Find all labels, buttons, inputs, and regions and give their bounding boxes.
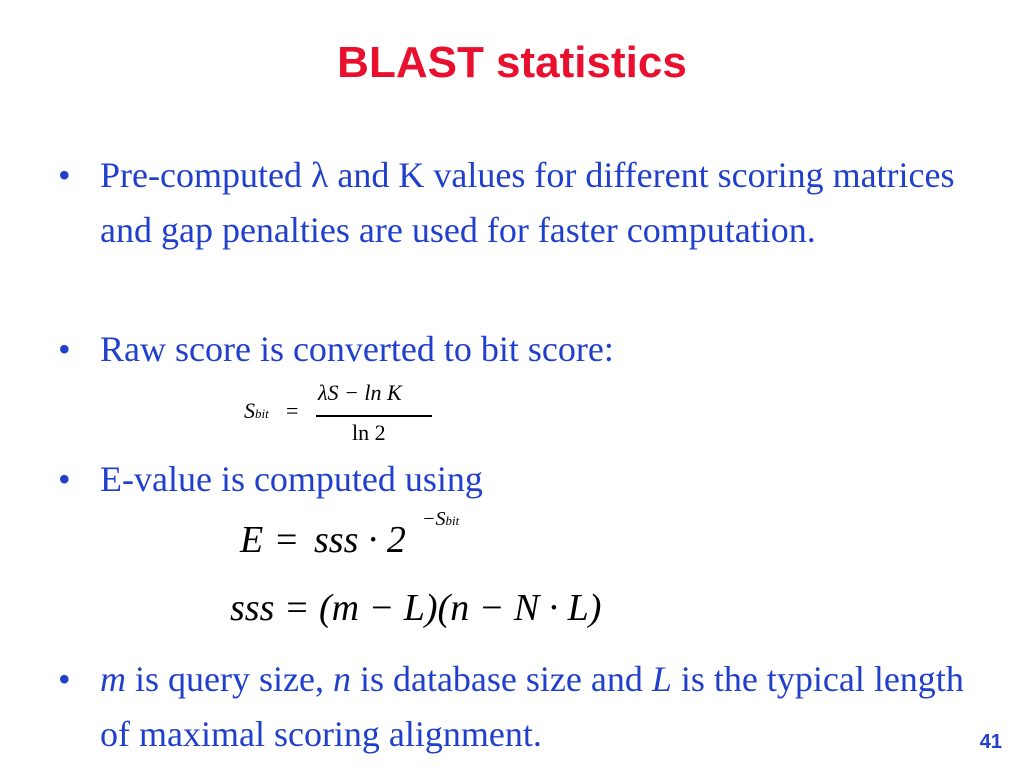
text-segment: is database size and bbox=[350, 659, 652, 699]
sss-formula: sss = (m − L)(n − N · L) bbox=[230, 587, 602, 629]
bit-score-formula bbox=[244, 380, 444, 450]
bullet-marker: • bbox=[58, 155, 71, 195]
var-m: m bbox=[100, 659, 126, 699]
formula-equals: = bbox=[286, 398, 299, 423]
formula-numerator: λS − ln K bbox=[318, 380, 402, 405]
page-number: 41 bbox=[979, 731, 1002, 753]
var-L: L bbox=[651, 659, 672, 699]
text-segment: is query size, bbox=[126, 659, 333, 699]
text-segment: is the typical length of maximal scoring alignment. bbox=[100, 659, 964, 754]
formula-denominator: ln 2 bbox=[352, 420, 386, 445]
formula-exponent-sub: bit bbox=[445, 513, 460, 528]
formula-lhs-sub: bit bbox=[255, 406, 269, 421]
bullet-marker: • bbox=[58, 659, 71, 699]
formula-lhs: S bbox=[244, 398, 255, 423]
bullet-text: Pre-computed λ and K values for different scoring matrices and gap penalties are used for faster computation. bbox=[100, 155, 955, 250]
formula-rhs: sss · 2 bbox=[314, 519, 406, 561]
bullet-marker: • bbox=[58, 329, 71, 369]
bullet-definitions bbox=[58, 652, 978, 762]
formula-equals: = bbox=[276, 519, 298, 561]
bullet-text: E-value is computed using bbox=[100, 459, 483, 499]
bullet-text bbox=[100, 652, 978, 762]
fraction-bar bbox=[316, 415, 432, 417]
formula-lhs: E bbox=[240, 519, 264, 561]
evalue-formula bbox=[240, 508, 500, 568]
bullet-precomputed bbox=[58, 148, 978, 258]
formula-exponent: −S bbox=[422, 508, 446, 530]
slide-title: BLAST statistics bbox=[337, 38, 687, 87]
bullet-marker: • bbox=[58, 459, 71, 499]
var-n: n bbox=[332, 659, 351, 699]
bullet-raw-score bbox=[58, 322, 978, 377]
bullet-evalue bbox=[58, 452, 978, 507]
bullet-text: Raw score is converted to bit score: bbox=[100, 329, 614, 369]
